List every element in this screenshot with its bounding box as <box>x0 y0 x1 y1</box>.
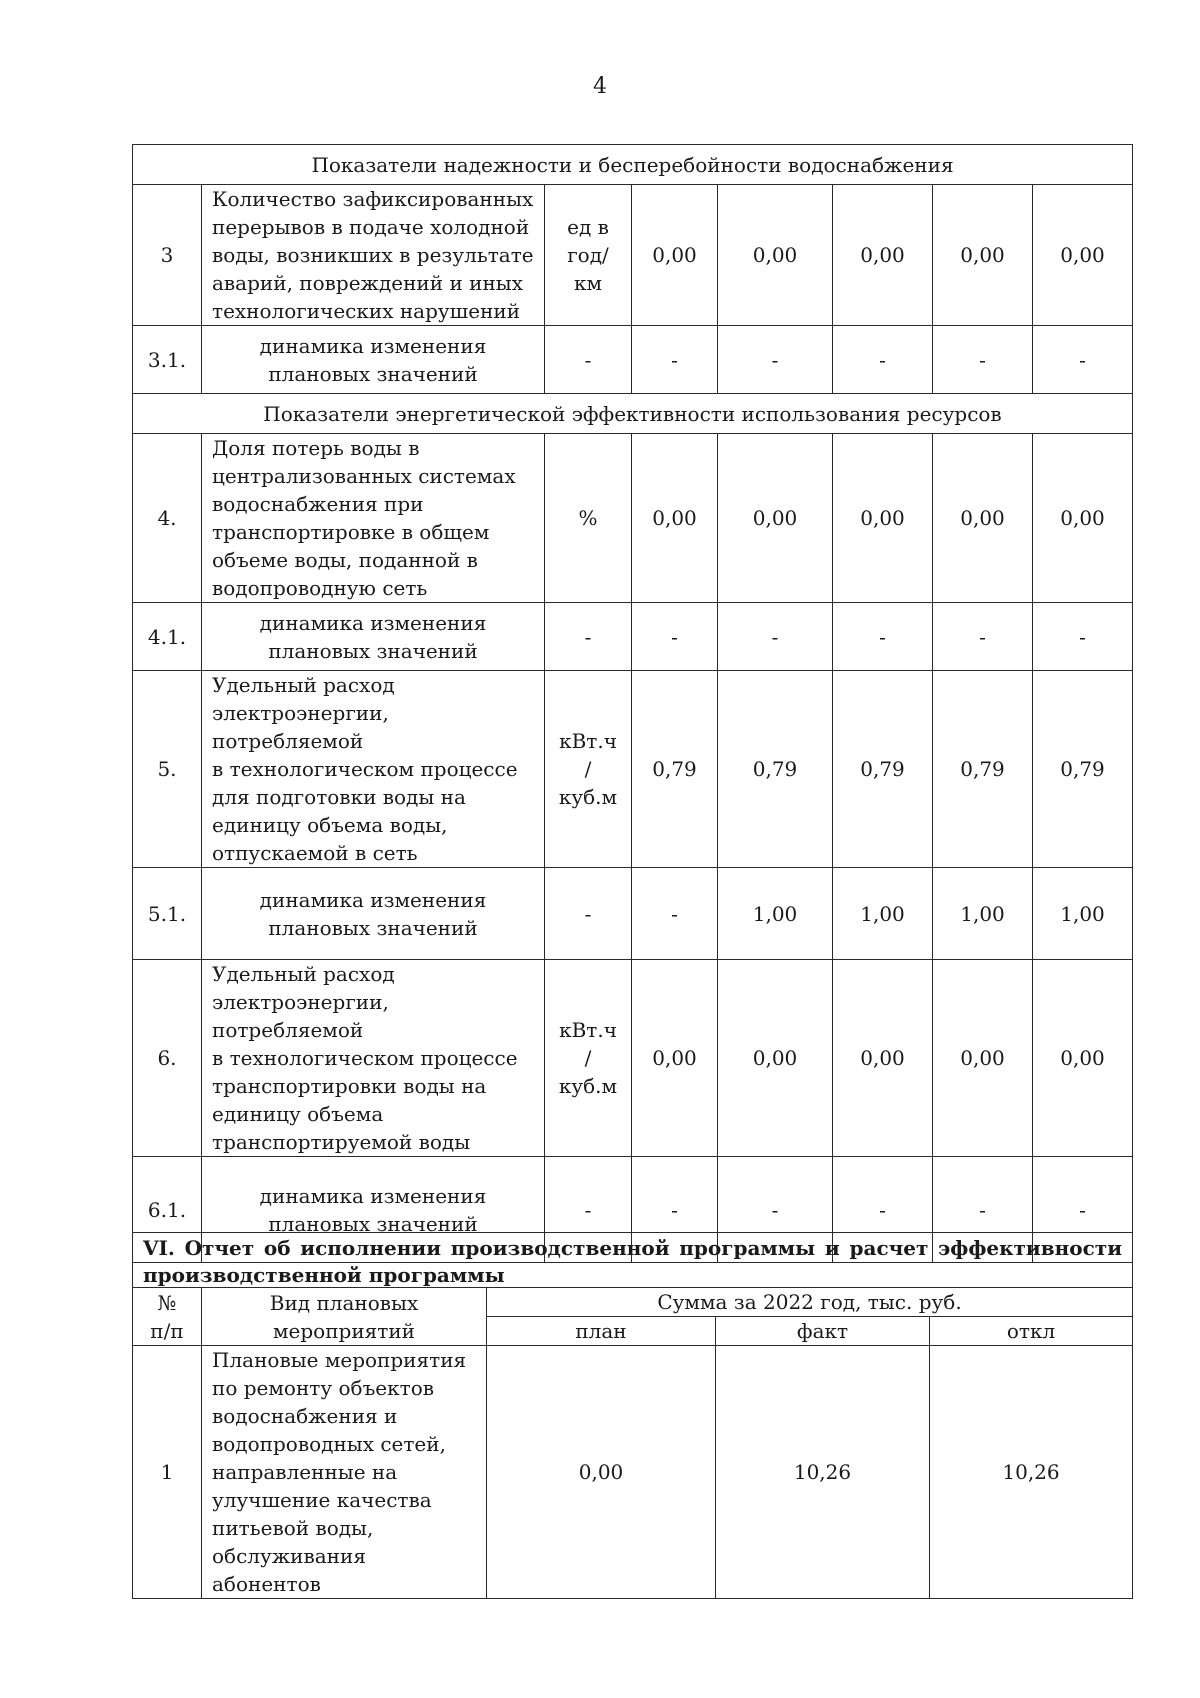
col-name-line: мероприятий <box>272 1318 416 1343</box>
indicator-name-line: Удельный расход <box>212 962 395 986</box>
report-title-cont: производственной программы <box>133 1263 1133 1288</box>
indicator-name-line: объеме воды, поданной в <box>212 548 478 572</box>
indicator-value: - <box>833 326 933 394</box>
table-row <box>133 603 1133 671</box>
row-number: 6. <box>133 960 202 1157</box>
indicator-value: 0,00 <box>718 960 833 1157</box>
indicator-name-line: электроэнергии, потребляемой <box>212 701 389 753</box>
col-num-line: п/п <box>150 1318 184 1343</box>
col-num-line: № <box>157 1290 177 1315</box>
indicator-value: 1,00 <box>833 868 933 960</box>
indicator-name-line: единицу объема воды, <box>212 813 448 837</box>
unit-line: - <box>584 901 592 926</box>
indicator-name <box>202 185 545 326</box>
col-num-header <box>133 1288 202 1346</box>
measure-name-line: по ремонту объектов <box>212 1376 434 1400</box>
indicator-name-line: в технологическом процессе <box>212 757 518 781</box>
indicator-name <box>202 603 545 671</box>
measure-name-line: водоснабжения и <box>212 1404 398 1428</box>
indicator-name-line: Удельный расход <box>212 673 395 697</box>
measure-name-line: водопроводных сетей, <box>212 1432 446 1456</box>
unit-line: куб.м <box>558 1074 618 1098</box>
indicator-name-line: единицу объема <box>212 1102 384 1126</box>
indicator-value: - <box>632 868 718 960</box>
indicator-value: 0,00 <box>833 185 933 326</box>
indicator-value: 1,00 <box>718 868 833 960</box>
indicator-value: 0,00 <box>933 434 1033 603</box>
table-row <box>133 185 1133 326</box>
indicator-name-line: динамика изменения <box>259 333 487 358</box>
indicators-table <box>132 144 1133 1263</box>
deviation-value: 10,26 <box>930 1346 1133 1599</box>
row-number: 4. <box>133 434 202 603</box>
indicator-value: - <box>718 326 833 394</box>
table-row <box>133 326 1133 394</box>
indicator-name-line: отпускаемой в сеть <box>212 841 418 865</box>
indicator-value: 0,00 <box>632 434 718 603</box>
table-row <box>133 671 1133 868</box>
indicator-value: 0,79 <box>718 671 833 868</box>
indicator-value: 1,00 <box>933 868 1033 960</box>
indicator-value: - <box>833 603 933 671</box>
indicator-name-line: перерывов в подаче холодной <box>212 215 530 239</box>
unit-line: - <box>584 1197 592 1222</box>
indicator-name <box>202 868 545 960</box>
row-number: 5. <box>133 671 202 868</box>
indicator-value: - <box>1033 326 1133 394</box>
indicator-value: 0,00 <box>933 960 1033 1157</box>
unit-line: кВт.ч <box>559 729 617 753</box>
row-number: 1 <box>133 1346 202 1599</box>
row-number: 4.1. <box>133 603 202 671</box>
indicator-value: 0,00 <box>833 434 933 603</box>
indicator-name-line: водопроводную сеть <box>212 576 428 600</box>
indicator-unit <box>545 185 632 326</box>
indicator-name-line: плановых значений <box>268 638 478 663</box>
indicator-value: - <box>933 603 1033 671</box>
indicator-name-line: транспортировки воды на <box>212 1074 487 1098</box>
indicator-name-line: технологических нарушений <box>212 299 521 323</box>
indicator-value: 0,00 <box>632 185 718 326</box>
section-reliability-header: Показатели надежности и бесперебойности водоснабжения <box>133 145 1133 185</box>
indicator-name-line: воды, возникших в результате <box>212 243 534 267</box>
table-row <box>133 868 1133 960</box>
indicator-name-line: динамика изменения <box>259 1183 487 1208</box>
unit-line: куб.м <box>558 785 618 809</box>
col-plan-header: план <box>487 1317 716 1346</box>
unit-line: год/ <box>567 243 609 267</box>
indicator-name <box>202 326 545 394</box>
indicator-unit <box>545 326 632 394</box>
indicator-name-line: аварий, повреждений и иных <box>212 271 523 295</box>
indicator-unit <box>545 868 632 960</box>
table-row <box>133 434 1133 603</box>
indicator-name-line: централизованных системах <box>212 464 516 488</box>
indicator-unit <box>545 960 632 1157</box>
indicator-value: - <box>1033 1157 1133 1263</box>
indicator-value: 0,00 <box>933 185 1033 326</box>
indicator-name-line: динамика изменения <box>259 610 487 635</box>
row-number: 3 <box>133 185 202 326</box>
indicator-name-line: транспортировке в общем <box>212 520 490 544</box>
indicator-name <box>202 434 545 603</box>
indicator-name-line: для подготовки воды на <box>212 785 466 809</box>
col-fact-header: факт <box>716 1317 930 1346</box>
measure-name-line: Плановые мероприятия <box>212 1348 467 1372</box>
page-number: 4 <box>593 74 607 99</box>
row-number: 5.1. <box>133 868 202 960</box>
report-title: VI. Отчет об исполнении производственной программы и расчет эффективности <box>133 1233 1133 1263</box>
col-dev-header: откл <box>930 1317 1133 1346</box>
measure-name-line: обслуживания абонентов <box>212 1544 366 1596</box>
fact-value: 10,26 <box>716 1346 930 1599</box>
indicator-value: - <box>1033 603 1133 671</box>
indicator-value: 0,79 <box>632 671 718 868</box>
row-number: 6.1. <box>133 1157 202 1263</box>
indicator-unit <box>545 603 632 671</box>
measure-name-line: питьевой воды, <box>212 1516 374 1540</box>
indicator-name-line: водоснабжения при <box>212 492 424 516</box>
section-energy-header: Показатели энергетической эффективности использования ресурсов <box>133 394 1133 434</box>
report-table <box>132 1232 1133 1599</box>
indicator-name-line: электроэнергии, потребляемой <box>212 990 389 1042</box>
indicator-value: 0,79 <box>833 671 933 868</box>
indicator-value: 0,00 <box>718 185 833 326</box>
unit-line: - <box>584 624 592 649</box>
table-row <box>133 960 1133 1157</box>
indicator-value: 1,00 <box>1033 868 1133 960</box>
indicator-value: - <box>933 1157 1033 1263</box>
indicator-name-line: Количество зафиксированных <box>212 187 534 211</box>
indicator-value: 0,00 <box>718 434 833 603</box>
unit-line: км <box>573 271 603 295</box>
indicator-value: - <box>632 603 718 671</box>
indicator-value: 0,79 <box>1033 671 1133 868</box>
unit-line: кВт.ч <box>559 1018 617 1042</box>
indicator-value: - <box>632 1157 718 1263</box>
measure-name-line: улучшение качества <box>212 1488 432 1512</box>
indicator-value: - <box>718 1157 833 1263</box>
unit-line: ед в <box>567 215 609 239</box>
indicator-value: - <box>933 326 1033 394</box>
indicator-value: 0,00 <box>1033 434 1133 603</box>
indicator-name-line: плановых значений <box>268 915 478 940</box>
indicator-unit <box>545 671 632 868</box>
measure-name <box>202 1346 487 1599</box>
indicator-value: 0,79 <box>933 671 1033 868</box>
indicator-value: - <box>833 1157 933 1263</box>
col-name-header <box>202 1288 487 1346</box>
indicator-name <box>202 671 545 868</box>
indicator-unit <box>545 434 632 603</box>
table-row <box>133 1346 1133 1599</box>
unit-line: / <box>584 1046 592 1070</box>
indicator-value: 0,00 <box>632 960 718 1157</box>
col-name-line: Вид плановых <box>269 1290 419 1315</box>
indicator-name-line: в технологическом процессе <box>212 1046 518 1070</box>
indicator-name <box>202 960 545 1157</box>
unit-line: / <box>584 757 592 781</box>
row-number: 3.1. <box>133 326 202 394</box>
indicator-name-line: плановых значений <box>268 361 478 386</box>
unit-line: - <box>584 347 592 372</box>
unit-line: % <box>578 506 598 530</box>
indicator-value: 0,00 <box>1033 185 1133 326</box>
col-sum-header: Сумма за 2022 год, тыс. руб. <box>487 1288 1133 1317</box>
indicator-value: 0,00 <box>1033 960 1133 1157</box>
measure-name-line: направленные на <box>212 1460 398 1484</box>
indicator-name-line: динамика изменения <box>259 887 487 912</box>
indicator-name-line: транспортируемой воды <box>212 1130 471 1154</box>
indicator-value: - <box>718 603 833 671</box>
indicator-name-line: плановых значений <box>268 1211 478 1236</box>
indicator-value: 0,00 <box>833 960 933 1157</box>
indicator-value: - <box>632 326 718 394</box>
plan-value: 0,00 <box>487 1346 716 1599</box>
indicator-name-line: Доля потерь воды в <box>212 436 420 460</box>
